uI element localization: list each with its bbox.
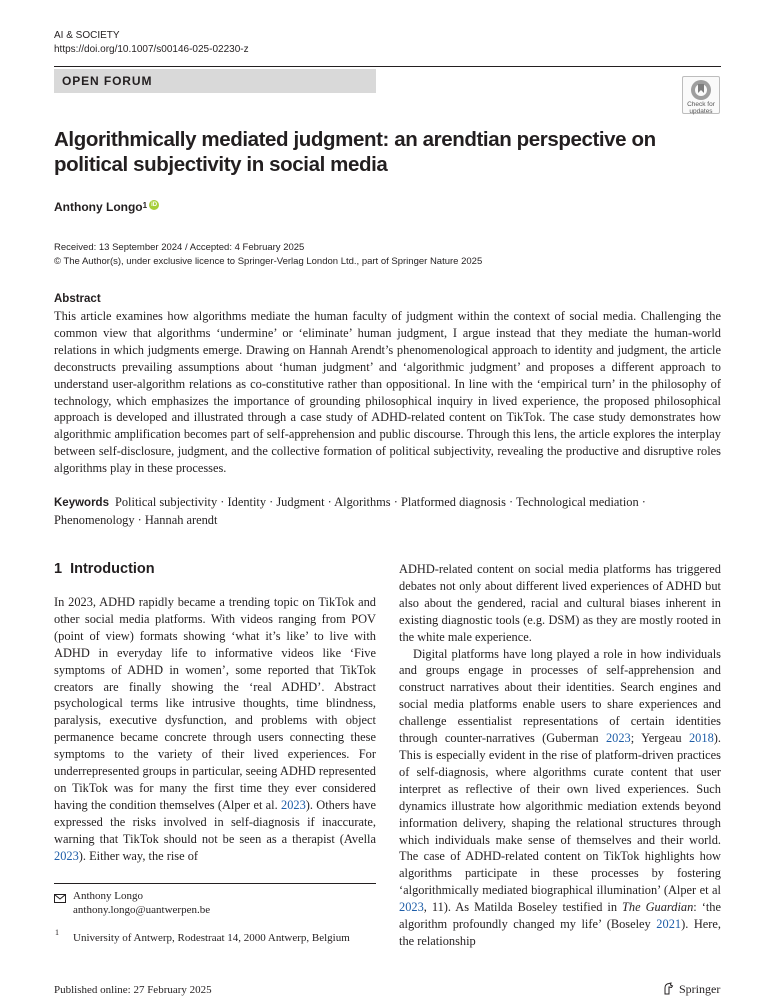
springer-horse-icon — [662, 982, 675, 995]
affiliation-number: 1 — [55, 928, 59, 937]
citation-link[interactable]: 2023 — [54, 848, 79, 863]
text-run: Digital platforms have long played a role in how individuals and groups engage in processes of self-apprehension and construct narratives about their identities. Search engines and social media platforms enable users to share experiences and challenge essentialist representations of certain identities through counter-narratives (Guberman — [399, 646, 721, 746]
text-run: ). This is especially evident in the rise of platform-driven practices of self-diagnosis, where algorithms curate content that user interpret as reflective of their own lived experiences. Such dynamics illustrate how algorithmic mediation extends beyond information delivery, shaping the relational structures through which individuals make sense of themselves and their world. The case of ADHD-related content on TikTok highlights how algorithms participate in these processes by fostering ‘algorithmically mediated biographical illumination’ (Alper et al — [399, 731, 721, 898]
corresponding-author-email[interactable]: anthony.longo@uantwerpen.be — [73, 904, 211, 916]
footnote-rule — [54, 883, 376, 884]
received-accepted: Received: 13 September 2024 / Accepted: 4 February 2025 — [54, 242, 305, 253]
text-run: In 2023, ADHD rapidly became a trending topic on TikTok and other social media platforms. With videos ranging from POV (point of view) formats showing ‘what it’s like’ to live with ADHD in everyday life to informative videos like ‘Five symptoms of ADHD in women’, some reported that TikTok creators are finally showing the ‘real ADHD’. Abstract psychological terms like intrusive thoughts, time blindness, paralysis, executive dysfunction, and problems with object permanence became concrete through users connecting these symptoms to the variety of their lived experiences. For underrepresented groups in particular, seeing ADHD represented on TikTok was for many the first time they ever considered having the condition themselves (Alper et al. — [54, 595, 376, 812]
text-run: ). Here, the relationship — [399, 917, 722, 948]
doi-link[interactable]: https://doi.org/10.1007/s00146-025-02230-z — [54, 44, 249, 55]
author-name[interactable]: Anthony Longo — [54, 200, 143, 214]
check-for-updates-icon — [690, 79, 712, 101]
check-for-updates-badge[interactable] — [682, 76, 720, 114]
publisher-name: Springer — [679, 982, 721, 996]
published-online: Published online: 27 February 2025 — [54, 984, 212, 996]
section-heading-introduction — [54, 560, 155, 578]
section-label: OPEN FORUM — [62, 74, 153, 88]
keywords-list: Political subjectivity · Identity · Judgment · Algorithms · Platformed diagnosis · Technological mediation · Phenomenology · Hannah arendt — [54, 495, 646, 527]
text-run: , 11). As Matilda Boseley testified in — [423, 900, 622, 915]
text-run: ). Others have expressed the risks involved in self-diagnosis if inaccurate, warning that TikTok should not be seen as a therapist (Avella — [54, 797, 376, 846]
check-updates-line2: updates — [689, 108, 713, 115]
abstract-heading: Abstract — [54, 293, 101, 305]
check-updates-line1: Check for — [687, 101, 715, 108]
publisher-logo[interactable] — [662, 982, 720, 997]
header-rule — [54, 66, 721, 67]
author-line — [54, 200, 159, 215]
article-title: Algorithmically mediated judgment: an arendtian perspective on political subjectivity in social media — [54, 128, 656, 176]
paragraph — [399, 646, 721, 950]
citation-link[interactable]: 2023 — [399, 900, 424, 915]
body-column-left — [54, 594, 376, 865]
paragraph — [54, 594, 376, 865]
copyright-line: © The Author(s), under exclusive licence to Springer-Verlag London Ltd., part of Springer Nature 2025 — [54, 256, 483, 267]
section-title: Introduction — [70, 561, 155, 577]
citation-link[interactable]: 2021 — [656, 917, 682, 932]
keywords — [54, 494, 721, 529]
text-run: ; Yergeau — [630, 731, 689, 746]
abstract-text: This article examines how algorithms mediate the human faculty of judgment within the context of social media. Challenging the common view that algorithms ‘undermine’ or ‘eliminate’ human judgment, I argue instead that they mediate the human-world relations in which judgments emerge. Drawing on Hannah Arendt’s phenomenological approach to identity and judgment, the article deconstructs prevailing assumptions about ‘human judgment’ and ‘algorithmic judgment’ and proposes a different approach to understand user-algorithm relations as co-constitutive rather than oppositional. In line with the ‘empirical turn’ in the philosophy of technology, which emphasizes the importance of grounding philosophical inquiry in lived experience, the proposed philosophical approach is developed and illustrated through a case study of ADHD-related content on TikTok. The case study demonstrates how algorithmic amplification becomes part of self-apprehension and public discourse. Through this lens, the article explores the interplay between self-disclosure, judgment, and the collective formation of political subjectivity, revealing the productive and disruptive roles algorithms play in these processes. — [54, 309, 721, 476]
paragraph: ADHD-related content on social media platforms has triggered debates not only about different lived experiences of ADHD but also about the gendered, racial and cultural biases inherent in existing diagnostic tools (e.g. DSM) as they are mostly rooted in the white male experience. — [399, 562, 721, 644]
body-column-right — [399, 561, 721, 950]
envelope-icon — [54, 890, 66, 908]
citation-link[interactable]: 2023 — [281, 797, 306, 812]
author-affil-sup: 1 — [142, 201, 148, 210]
citation-link[interactable]: 2023 — [605, 731, 631, 746]
affiliation-text: University of Antwerp, Rodestraat 14, 2000 Antwerp, Belgium — [73, 932, 350, 944]
publication-title: The Guardian — [622, 900, 694, 915]
corresponding-author-name: Anthony Longo — [73, 890, 143, 902]
text-run: ). Either way, the rise of — [78, 848, 199, 863]
text-run: : ‘the algorithm profoundly changed my life’ (Boseley — [399, 900, 721, 932]
orcid-icon[interactable]: iD — [151, 202, 158, 208]
section-number: 1 — [54, 561, 63, 577]
keywords-label: Keywords — [54, 497, 109, 509]
journal-name: AI & SOCIETY — [54, 30, 120, 41]
citation-link[interactable]: 2018 — [688, 731, 714, 746]
